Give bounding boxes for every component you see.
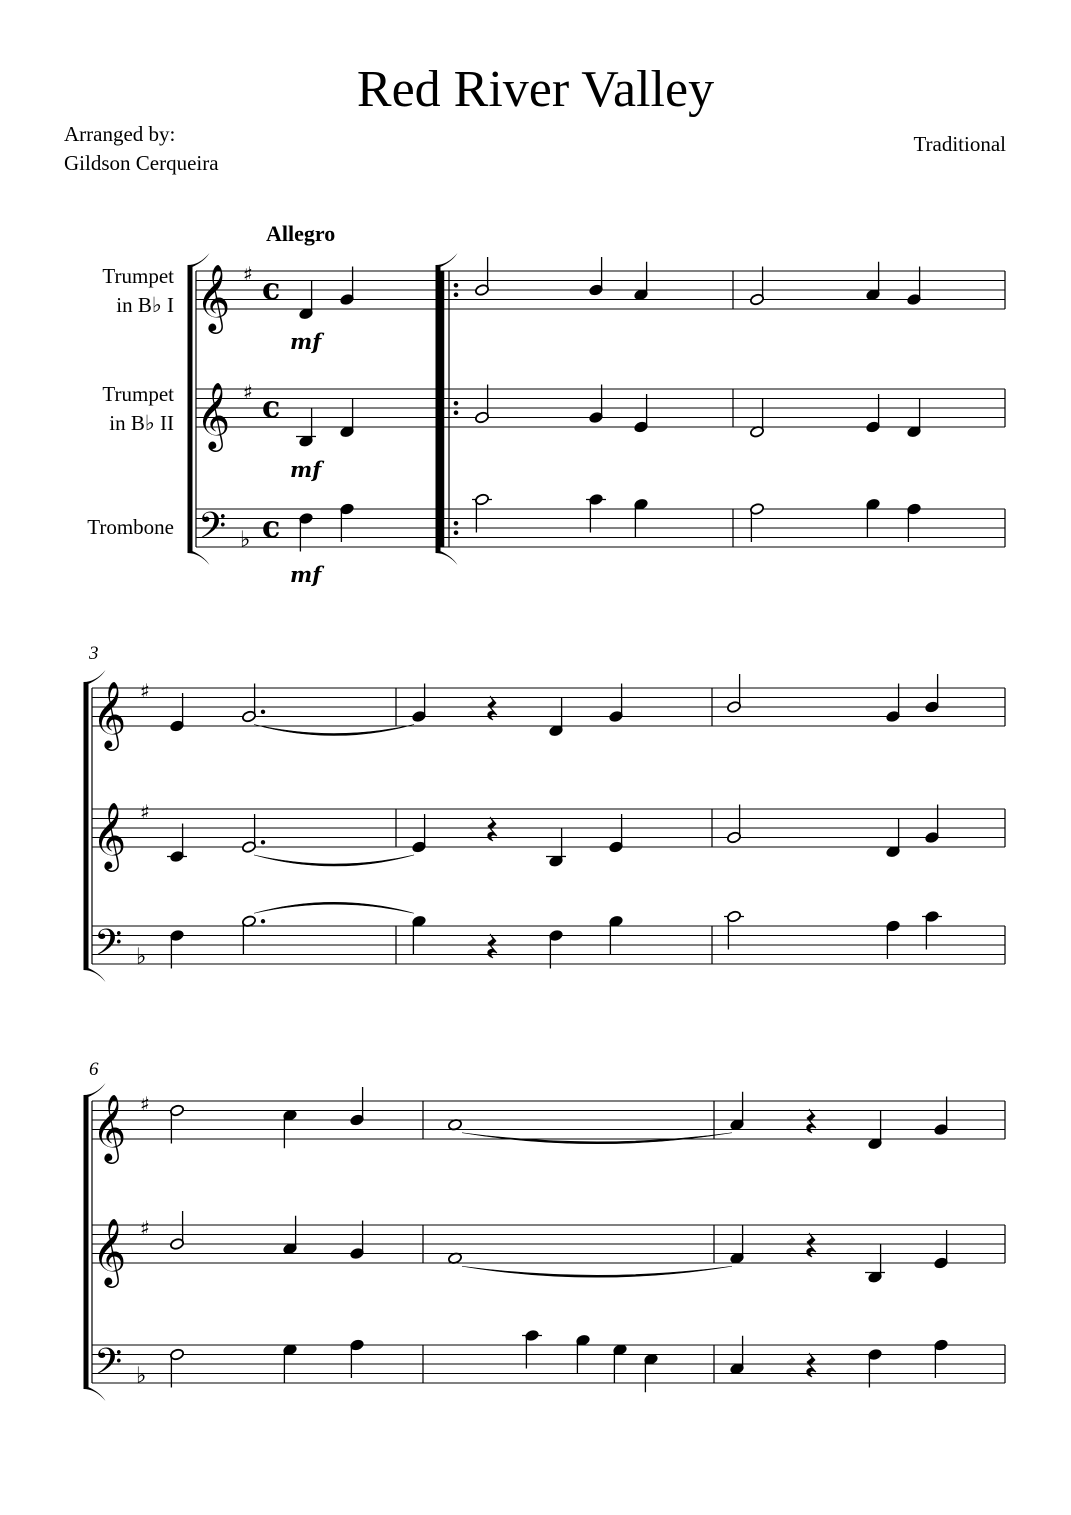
bracket-top bbox=[436, 253, 458, 269]
repeat-dot bbox=[454, 401, 459, 406]
key-sharp-icon: ♯ bbox=[243, 261, 253, 286]
repeat-dot bbox=[454, 521, 459, 526]
instrument-line: in B♭ I bbox=[116, 293, 174, 317]
key-flat-icon: ♭ bbox=[136, 1363, 147, 1389]
augmentation-dot bbox=[261, 840, 265, 844]
dynamic-marking: mf bbox=[290, 562, 322, 587]
bass-clef-icon: 𝄢 bbox=[198, 505, 227, 556]
key-sharp-icon: ♯ bbox=[140, 799, 150, 824]
key-sharp-icon: ♯ bbox=[243, 379, 253, 404]
key-sharp-icon: ♯ bbox=[140, 678, 150, 703]
time-signature: c bbox=[262, 272, 281, 307]
bass-clef-icon: 𝄢 bbox=[94, 1341, 123, 1392]
tie bbox=[254, 902, 414, 913]
treble-clef-icon: 𝄞 bbox=[92, 1217, 127, 1285]
repeat-dot bbox=[454, 410, 459, 415]
treble-clef-icon: 𝄞 bbox=[196, 263, 231, 331]
tempo-marking: Allegro bbox=[266, 221, 336, 246]
augmentation-dot bbox=[261, 919, 265, 923]
augmentation-dot bbox=[261, 710, 265, 714]
time-signature: c bbox=[262, 510, 281, 545]
bass-clef-icon: 𝄢 bbox=[94, 922, 123, 973]
repeat-dot bbox=[454, 292, 459, 297]
instrument-line: Trumpet bbox=[102, 382, 174, 406]
measure-number: 3 bbox=[89, 643, 99, 664]
arranger-label: Arranged by: bbox=[64, 122, 176, 146]
key-flat-icon: ♭ bbox=[136, 944, 147, 970]
bracket-bottom bbox=[436, 549, 458, 565]
treble-clef-icon: 𝄞 bbox=[92, 1093, 127, 1161]
treble-clef-icon: 𝄞 bbox=[92, 680, 127, 748]
composer-credit: Traditional bbox=[913, 132, 1006, 156]
instrument-line: Trumpet bbox=[102, 264, 174, 288]
treble-clef-icon: 𝄞 bbox=[196, 381, 231, 449]
time-signature: c bbox=[262, 390, 281, 425]
tie bbox=[254, 855, 414, 866]
dynamic-marking: mf bbox=[290, 457, 322, 482]
dynamic-marking: mf bbox=[290, 329, 322, 354]
repeat-dot bbox=[454, 283, 459, 288]
instrument-line: in B♭ II bbox=[109, 411, 174, 435]
key-sharp-icon: ♯ bbox=[140, 1091, 150, 1116]
tie bbox=[462, 1266, 732, 1277]
instrument-line: Trombone bbox=[87, 515, 174, 539]
tie bbox=[462, 1133, 732, 1144]
measure-number: 6 bbox=[89, 1059, 99, 1080]
repeat-dot bbox=[454, 530, 459, 535]
score-title: Red River Valley bbox=[356, 61, 715, 118]
key-flat-icon: ♭ bbox=[240, 527, 251, 553]
arranger-name: Gildson Cerqueira bbox=[64, 151, 219, 175]
treble-clef-icon: 𝄞 bbox=[92, 801, 127, 869]
key-sharp-icon: ♯ bbox=[140, 1215, 150, 1240]
